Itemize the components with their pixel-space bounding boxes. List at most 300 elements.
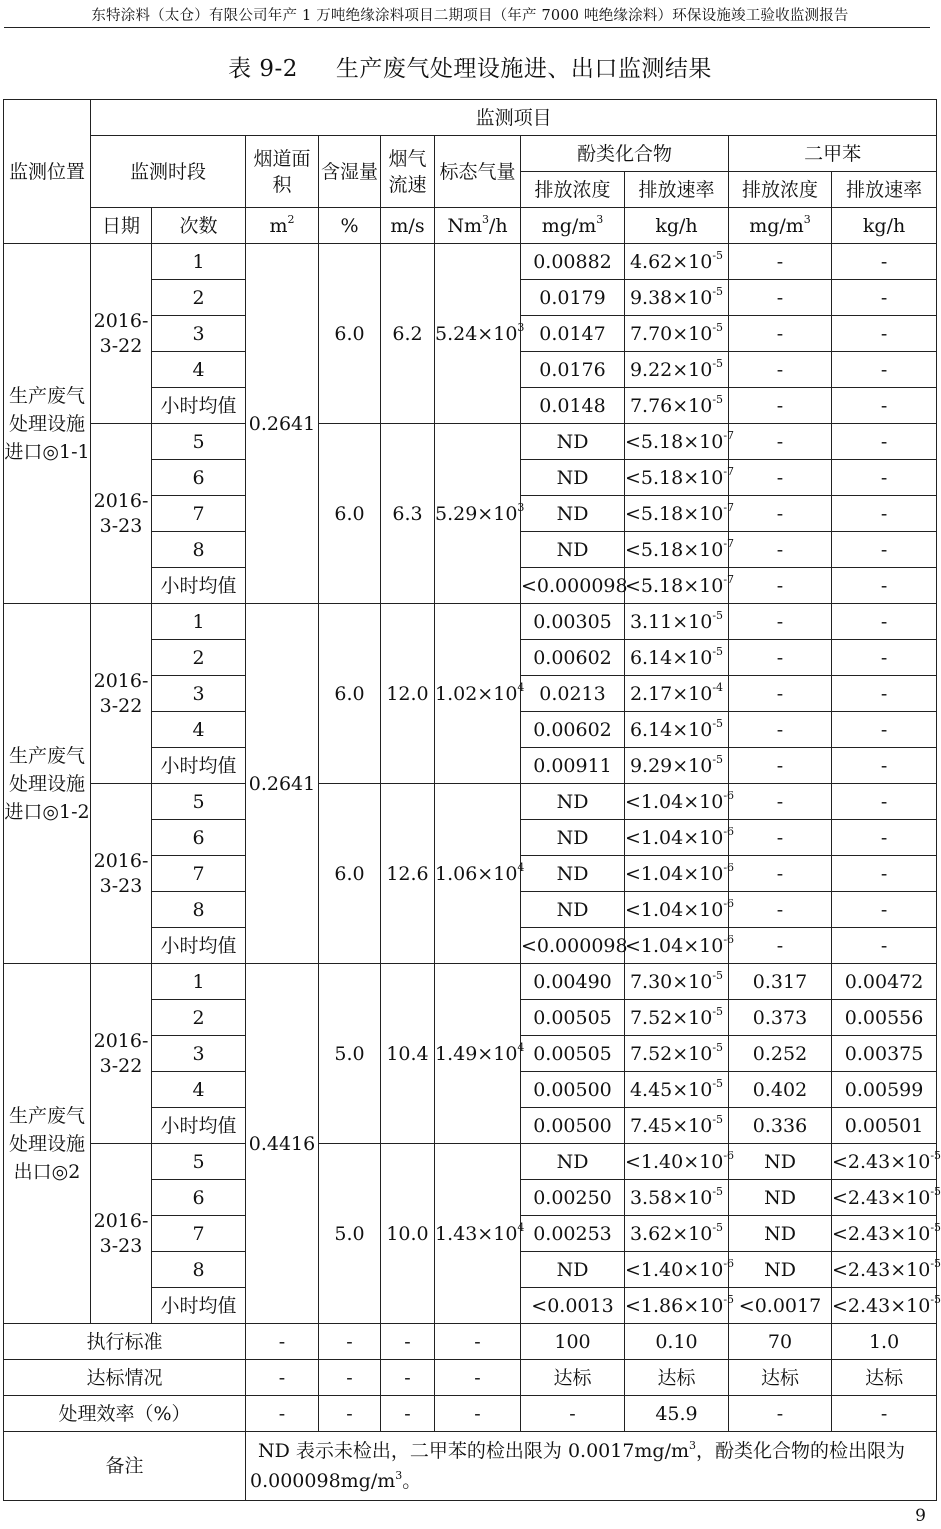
xylene-conc-cell: - (729, 316, 832, 352)
count-cell: 8 (152, 532, 246, 568)
phenol-conc-cell: ND (521, 1252, 625, 1288)
phenol-rate-cell-mantissa: <1.04×10 (625, 862, 724, 885)
table-row (4, 1144, 937, 1180)
xylene-conc-cell: <0.0017 (729, 1288, 832, 1324)
phenol-conc-cell: ND (521, 460, 625, 496)
count-cell: 6 (152, 1180, 246, 1216)
phenol-conc-cell: 0.00500 (521, 1108, 625, 1144)
phenol-rate-cell-mantissa: 3.11×10 (629, 610, 713, 633)
location-cell: 生产废气处理设施出口◎2 (4, 964, 91, 1324)
xylene-conc-cell: - (729, 928, 832, 964)
header-date: 日期 (91, 208, 152, 244)
xylene-rate-cell (832, 280, 937, 316)
count-cell: 6 (152, 460, 246, 496)
table-number: 表 9-2 (228, 56, 298, 82)
xylene-conc-cell: - (729, 496, 832, 532)
xylene-rate-cell (832, 568, 937, 604)
velocity-cell: 10.0 (381, 1144, 435, 1324)
summary-cell: - (435, 1396, 521, 1432)
phenol-rate-cell-exponent: -5 (712, 357, 724, 371)
count-cell: 4 (152, 352, 246, 388)
phenol-rate-cell-mantissa: 7.70×10 (629, 322, 713, 345)
phenol-rate-cell (625, 1180, 729, 1216)
phenol-rate-cell (625, 280, 729, 316)
count-cell: 小时均值 (152, 928, 246, 964)
phenol-conc-cell: 0.0176 (521, 352, 625, 388)
header-xylene-conc: 排放浓度 (729, 172, 832, 208)
phenol-rate-cell (625, 568, 735, 604)
xylene-conc-cell: - (729, 604, 832, 640)
xylene-rate-cell-mantissa: - (880, 286, 888, 309)
phenol-rate-cell-exponent: -5 (712, 1005, 724, 1019)
summary-cell: - (319, 1324, 381, 1360)
xylene-rate-cell-mantissa: - (880, 394, 888, 417)
phenol-rate-cell-exponent: -5 (712, 1221, 724, 1235)
xylene-rate-cell (832, 892, 937, 928)
phenol-conc-cell: 0.00490 (521, 964, 625, 1000)
phenol-rate-cell-mantissa: <1.04×10 (625, 934, 724, 957)
phenol-rate-cell (625, 460, 735, 496)
xylene-rate-cell (832, 856, 937, 892)
phenol-rate-cell-mantissa: 7.76×10 (629, 394, 713, 417)
xylene-conc-cell: - (729, 820, 832, 856)
count-cell: 7 (152, 1216, 246, 1252)
phenol-rate-cell-exponent: -5 (712, 1041, 724, 1055)
header-xylene: 二甲苯 (729, 136, 937, 172)
table-caption: 生产废气处理设施进、出口监测结果 (335, 56, 712, 82)
phenol-rate-cell (625, 964, 729, 1000)
xylene-rate-cell (832, 496, 937, 532)
phenol-conc-cell: 0.00505 (521, 1036, 625, 1072)
date-cell: 2016-3-22 (91, 964, 152, 1144)
phenol-rate-cell (625, 928, 735, 964)
header-count: 次数 (152, 208, 246, 244)
summary-cell: - (521, 1396, 625, 1432)
count-cell: 3 (152, 676, 246, 712)
xylene-rate-cell-mantissa: - (880, 826, 888, 849)
note-label: 备注 (4, 1432, 246, 1501)
phenol-rate-cell (625, 784, 735, 820)
header-phenol-rate: 排放速率 (625, 172, 729, 208)
phenol-rate-cell (625, 892, 735, 928)
count-cell: 4 (152, 1072, 246, 1108)
summary-cell: - (381, 1396, 435, 1432)
humidity-cell: 5.0 (319, 964, 381, 1144)
xylene-rate-cell-mantissa: 0.00501 (844, 1114, 924, 1137)
header-xylene-rate: 排放速率 (832, 172, 937, 208)
count-cell: 4 (152, 712, 246, 748)
xylene-rate-cell (832, 1252, 941, 1288)
phenol-rate-cell (625, 1288, 735, 1324)
phenol-conc-cell: ND (521, 820, 625, 856)
phenol-rate-cell (625, 1108, 729, 1144)
xylene-rate-cell (832, 1288, 941, 1324)
summary-cell: 达标 (625, 1360, 729, 1396)
xylene-conc-cell: - (729, 748, 832, 784)
phenol-rate-cell-mantissa: <1.04×10 (625, 826, 724, 849)
summary-cell: - (832, 1396, 937, 1432)
date-cell: 2016-3-22 (91, 604, 152, 784)
phenol-rate-cell (625, 748, 729, 784)
flow-cell (435, 244, 525, 424)
note-text-a: ND 表示未检出，二甲苯的检出限为 0.0017mg/m (258, 1440, 690, 1462)
xylene-rate-cell-mantissa: - (880, 322, 888, 345)
area-cell: 0.2641 (246, 604, 319, 964)
xylene-rate-cell (832, 1108, 937, 1144)
phenol-conc-cell: 0.00882 (521, 244, 625, 280)
phenol-rate-cell-exponent: -5 (712, 969, 724, 983)
flow-cell (435, 604, 525, 784)
count-cell: 7 (152, 496, 246, 532)
xylene-rate-cell-mantissa: 0.00375 (844, 1042, 924, 1065)
phenol-rate-cell (625, 820, 735, 856)
xylene-rate-cell-mantissa: - (880, 934, 888, 957)
xylene-rate-cell-mantissa: - (880, 502, 888, 525)
summary-cell: - (435, 1324, 521, 1360)
xylene-conc-cell: ND (729, 1180, 832, 1216)
phenol-conc-cell: 0.0147 (521, 316, 625, 352)
phenol-rate-cell-mantissa: 7.30×10 (629, 970, 713, 993)
phenol-rate-cell-mantissa: <5.18×10 (625, 538, 724, 561)
phenol-conc-cell: 0.00505 (521, 1000, 625, 1036)
phenol-conc-cell: ND (521, 892, 625, 928)
header-phenol-conc: 排放浓度 (521, 172, 625, 208)
phenol-conc-cell: 0.00250 (521, 1180, 625, 1216)
phenol-conc-cell: 0.00253 (521, 1216, 625, 1252)
phenol-rate-cell-mantissa: 7.45×10 (629, 1114, 713, 1137)
table-row (4, 784, 937, 820)
phenol-conc-cell: ND (521, 856, 625, 892)
phenol-rate-cell-exponent: -6 (723, 897, 735, 911)
phenol-conc-cell: 0.00911 (521, 748, 625, 784)
summary-label: 执行标准 (4, 1324, 246, 1360)
count-cell: 小时均值 (152, 388, 246, 424)
xylene-conc-cell: - (729, 640, 832, 676)
summary-cell: 达标 (832, 1360, 937, 1396)
velocity-cell: 6.2 (381, 244, 435, 424)
table-row (4, 424, 937, 460)
phenol-conc-cell: 0.00305 (521, 604, 625, 640)
xylene-rate-cell (832, 784, 937, 820)
page-number: 9 (915, 1506, 926, 1526)
unit-area: $m^2$ (246, 208, 319, 244)
xylene-rate-cell-mantissa: - (880, 358, 888, 381)
xylene-rate-cell-mantissa: - (880, 250, 888, 273)
flow-cell (435, 1144, 525, 1324)
unit-phenol-rate: kg/h (625, 208, 729, 244)
count-cell: 2 (152, 1000, 246, 1036)
xylene-rate-cell-mantissa: - (880, 718, 888, 741)
xylene-conc-cell: - (729, 424, 832, 460)
xylene-rate-cell (832, 352, 937, 388)
phenol-rate-cell-exponent: -6 (723, 789, 735, 803)
phenol-rate-cell-exponent: -7 (723, 429, 735, 443)
humidity-cell: 6.0 (319, 784, 381, 964)
count-cell: 5 (152, 784, 246, 820)
note-sup-b: 3 (395, 1468, 403, 1482)
phenol-rate-cell (625, 640, 729, 676)
phenol-conc-cell: 0.0179 (521, 280, 625, 316)
header-row-2 (4, 136, 937, 172)
summary-cell: - (246, 1360, 319, 1396)
flow-cell-exponent: 3 (517, 321, 525, 335)
summary-cell: - (319, 1396, 381, 1432)
phenol-conc-cell: ND (521, 532, 625, 568)
xylene-rate-cell-exponent: -5 (930, 1293, 941, 1307)
xylene-rate-cell-mantissa: - (880, 430, 888, 453)
count-cell: 小时均值 (152, 748, 246, 784)
flow-cell (435, 964, 525, 1144)
phenol-rate-cell (625, 1216, 729, 1252)
phenol-conc-cell: ND (521, 424, 625, 460)
xylene-rate-cell (832, 640, 937, 676)
xylene-rate-cell-mantissa: <2.43×10 (832, 1222, 931, 1245)
xylene-conc-cell: 0.373 (729, 1000, 832, 1036)
phenol-rate-cell-mantissa: 4.62×10 (629, 250, 713, 273)
flow-cell-mantissa: 1.02×10 (435, 682, 518, 705)
phenol-rate-cell (625, 388, 729, 424)
xylene-rate-cell (832, 1072, 937, 1108)
phenol-rate-cell-exponent: -6 (723, 933, 735, 947)
xylene-conc-cell: 0.336 (729, 1108, 832, 1144)
summary-cell: - (319, 1360, 381, 1396)
note-text-c: 。 (402, 1470, 422, 1492)
phenol-rate-cell-exponent: -7 (723, 465, 735, 479)
count-cell: 6 (152, 820, 246, 856)
flow-cell-exponent: 3 (517, 501, 525, 515)
phenol-rate-cell (625, 1072, 729, 1108)
flow-cell-exponent: 4 (517, 1221, 525, 1235)
header-flow: 标态气量 (435, 136, 521, 208)
xylene-conc-cell: ND (729, 1216, 832, 1252)
xylene-rate-cell (832, 316, 937, 352)
xylene-rate-cell (832, 460, 937, 496)
phenol-conc-cell: <0.000098 (521, 928, 625, 964)
phenol-rate-cell-mantissa: <5.18×10 (625, 430, 724, 453)
xylene-rate-cell-mantissa: 0.00556 (844, 1006, 924, 1029)
summary-label: 达标情况 (4, 1360, 246, 1396)
xylene-conc-cell: - (729, 568, 832, 604)
xylene-rate-cell-mantissa: <2.43×10 (832, 1258, 931, 1281)
xylene-rate-cell (832, 244, 937, 280)
xylene-conc-cell: 0.402 (729, 1072, 832, 1108)
summary-cell: - (246, 1324, 319, 1360)
count-cell: 3 (152, 316, 246, 352)
phenol-rate-cell-exponent: -6 (723, 825, 735, 839)
xylene-rate-cell (832, 964, 937, 1000)
xylene-conc-cell: ND (729, 1144, 832, 1180)
xylene-conc-cell: - (729, 676, 832, 712)
unit-xylene-rate: kg/h (832, 208, 937, 244)
xylene-rate-cell (832, 748, 937, 784)
xylene-rate-cell (832, 604, 937, 640)
summary-cell: - (381, 1360, 435, 1396)
report-header: 东特涂料（太仓）有限公司年产 1 万吨绝缘涂料项目二期项目（年产 7000 吨绝缘涂料）环保设施竣工验收监测报告 (91, 8, 849, 24)
flow-cell-mantissa: 5.29×10 (435, 502, 518, 525)
velocity-cell: 10.4 (381, 964, 435, 1144)
phenol-rate-cell (625, 352, 729, 388)
phenol-rate-cell-mantissa: 3.58×10 (629, 1186, 713, 1209)
date-cell: 2016-3-22 (91, 244, 152, 424)
phenol-rate-cell-exponent: -5 (712, 249, 724, 263)
humidity-cell: 6.0 (319, 604, 381, 784)
date-cell: 2016-3-23 (91, 784, 152, 964)
xylene-rate-cell-mantissa: - (880, 538, 888, 561)
xylene-rate-cell (832, 712, 937, 748)
phenol-rate-cell-exponent: -6 (723, 861, 735, 875)
phenol-rate-cell-mantissa: <1.04×10 (625, 898, 724, 921)
phenol-rate-cell-exponent: -5 (712, 609, 724, 623)
unit-humidity: % (319, 208, 381, 244)
summary-cell: 1.0 (832, 1324, 937, 1360)
xylene-rate-cell (832, 424, 937, 460)
phenol-rate-cell-exponent: -5 (712, 645, 724, 659)
flow-cell (435, 424, 525, 604)
xylene-rate-cell-mantissa: 0.00472 (844, 970, 924, 993)
phenol-rate-cell-exponent: -5 (712, 753, 724, 767)
count-cell: 5 (152, 1144, 246, 1180)
phenol-rate-cell-mantissa: <1.86×10 (625, 1294, 724, 1317)
phenol-rate-cell (625, 316, 729, 352)
xylene-rate-cell-mantissa: 0.00599 (844, 1078, 924, 1101)
phenol-rate-cell-mantissa: 9.38×10 (629, 286, 713, 309)
xylene-rate-cell-mantissa: - (880, 610, 888, 633)
phenol-rate-cell (625, 1036, 729, 1072)
phenol-rate-cell-mantissa: 6.14×10 (629, 646, 713, 669)
xylene-conc-cell: - (729, 712, 832, 748)
unit-xylene-conc: $mg/m^3$ (729, 208, 832, 244)
velocity-cell: 6.3 (381, 424, 435, 604)
phenol-conc-cell: 0.00602 (521, 640, 625, 676)
header-location: 监测位置 (4, 100, 91, 244)
xylene-conc-cell: - (729, 892, 832, 928)
summary-row (4, 1360, 937, 1396)
date-cell: 2016-3-23 (91, 1144, 152, 1324)
xylene-rate-cell (832, 676, 937, 712)
summary-cell: 达标 (521, 1360, 625, 1396)
xylene-rate-cell-mantissa: <2.43×10 (832, 1150, 931, 1173)
phenol-rate-cell-mantissa: 7.52×10 (629, 1042, 713, 1065)
phenol-rate-cell-exponent: -5 (712, 1185, 724, 1199)
xylene-conc-cell: ND (729, 1252, 832, 1288)
xylene-rate-cell-mantissa: - (880, 898, 888, 921)
note-text-b: ，酚类化合物的检出限为 0.000098mg/m (250, 1440, 906, 1492)
phenol-rate-cell (625, 532, 735, 568)
header-period: 监测时段 (91, 136, 246, 208)
phenol-rate-cell (625, 1000, 729, 1036)
phenol-rate-cell (625, 1144, 735, 1180)
summary-cell: 100 (521, 1324, 625, 1360)
xylene-conc-cell: - (729, 388, 832, 424)
unit-flow: Nm$^3$/h (435, 208, 521, 244)
phenol-rate-cell-exponent: -5 (712, 393, 724, 407)
table-body (4, 100, 941, 1501)
xylene-conc-cell: - (729, 244, 832, 280)
velocity-cell: 12.6 (381, 784, 435, 964)
xylene-rate-cell (832, 820, 937, 856)
summary-cell: 0.10 (625, 1324, 729, 1360)
xylene-rate-cell-mantissa: - (880, 574, 888, 597)
xylene-rate-cell (832, 1144, 941, 1180)
date-cell: 2016-3-23 (91, 424, 152, 604)
xylene-rate-cell (832, 1000, 937, 1036)
xylene-rate-cell-mantissa: - (880, 682, 888, 705)
flow-cell-mantissa: 1.06×10 (435, 862, 518, 885)
count-cell: 1 (152, 244, 246, 280)
phenol-conc-cell: <0.000098 (521, 568, 625, 604)
xylene-rate-cell-mantissa: - (880, 790, 888, 813)
xylene-conc-cell: - (729, 352, 832, 388)
note-text (246, 1432, 937, 1501)
count-cell: 1 (152, 964, 246, 1000)
table-row (4, 244, 937, 280)
phenol-rate-cell-exponent: -7 (723, 573, 735, 587)
phenol-rate-cell-mantissa: <5.18×10 (625, 502, 724, 525)
phenol-rate-cell-mantissa: 9.29×10 (629, 754, 713, 777)
phenol-rate-cell-exponent: -5 (723, 1293, 735, 1307)
summary-label: 处理效率（%） (4, 1396, 246, 1432)
count-cell: 8 (152, 1252, 246, 1288)
xylene-conc-cell: - (729, 280, 832, 316)
xylene-rate-cell (832, 1180, 941, 1216)
phenol-rate-cell-mantissa: <5.18×10 (625, 466, 724, 489)
phenol-rate-cell-mantissa: 4.45×10 (629, 1078, 713, 1101)
xylene-rate-cell (832, 1216, 941, 1252)
phenol-rate-cell-exponent: -5 (712, 717, 724, 731)
xylene-rate-cell-exponent: -5 (930, 1221, 941, 1235)
velocity-cell: 12.0 (381, 604, 435, 784)
phenol-rate-cell-exponent: -4 (712, 681, 724, 695)
phenol-conc-cell: ND (521, 496, 625, 532)
summary-cell: 达标 (729, 1360, 832, 1396)
phenol-rate-cell (625, 1252, 735, 1288)
count-cell: 3 (152, 1036, 246, 1072)
table-row (4, 964, 937, 1000)
phenol-rate-cell-mantissa: <5.18×10 (625, 574, 724, 597)
xylene-conc-cell: - (729, 784, 832, 820)
phenol-conc-cell: ND (521, 1144, 625, 1180)
phenol-conc-cell: ND (521, 784, 625, 820)
unit-row (4, 208, 937, 244)
location-cell: 生产废气处理设施进口◎1-1 (4, 244, 91, 604)
flow-cell-exponent: 4 (517, 861, 525, 875)
phenol-rate-cell-exponent: -5 (712, 321, 724, 335)
xylene-rate-cell-exponent: -5 (930, 1257, 941, 1271)
header-phenol: 酚类化合物 (521, 136, 729, 172)
flow-cell (435, 784, 525, 964)
header-humidity: 含湿量 (319, 136, 381, 208)
phenol-rate-cell-exponent: -6 (723, 1149, 735, 1163)
phenol-rate-cell-exponent: -5 (712, 285, 724, 299)
count-cell: 2 (152, 640, 246, 676)
area-cell: 0.4416 (246, 964, 319, 1324)
phenol-conc-cell: 0.0213 (521, 676, 625, 712)
count-cell: 小时均值 (152, 568, 246, 604)
summary-cell: 70 (729, 1324, 832, 1360)
xylene-rate-cell (832, 532, 937, 568)
xylene-rate-cell (832, 928, 937, 964)
xylene-rate-cell-mantissa: - (880, 466, 888, 489)
note-row (4, 1432, 937, 1501)
phenol-conc-cell: 0.00602 (521, 712, 625, 748)
xylene-rate-cell-mantissa: - (880, 646, 888, 669)
phenol-rate-cell-mantissa: <1.04×10 (625, 790, 724, 813)
xylene-rate-cell-mantissa: <2.43×10 (832, 1294, 931, 1317)
count-cell: 8 (152, 892, 246, 928)
phenol-rate-cell-mantissa: 3.62×10 (629, 1222, 713, 1245)
phenol-rate-cell (625, 496, 735, 532)
header-items: 监测项目 (91, 100, 937, 136)
